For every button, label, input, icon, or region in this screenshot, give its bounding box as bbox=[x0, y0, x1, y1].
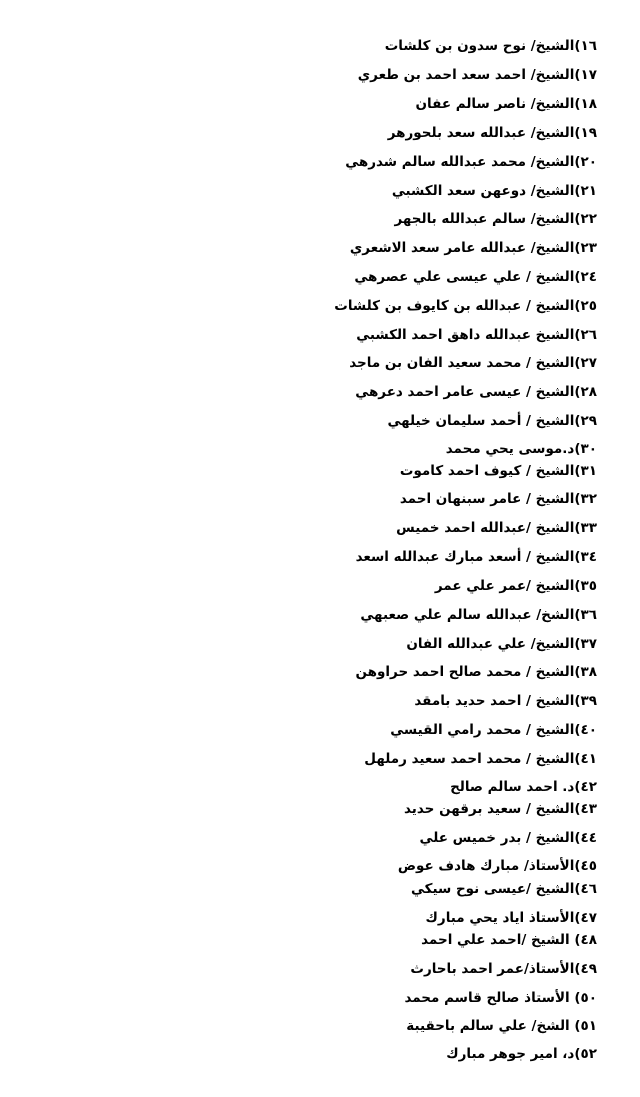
list-item: ٤٤)الشيخ / بدر خميس علي bbox=[419, 830, 597, 846]
list-item: ٣٢)الشيخ / عامر سبنهان احمد bbox=[399, 491, 597, 507]
list-item: ٤٠)الشيخ / محمد رامي القيسي bbox=[390, 722, 597, 738]
list-item: ١٧)الشيخ/ احمد سعد احمد بن طعري bbox=[357, 67, 597, 83]
list-item: ٣٨)الشيخ / محمد صالح احمد حراوهن bbox=[355, 664, 597, 680]
list-item: ٢٧)الشيخ / محمد سعيد الفان بن ماجد bbox=[349, 355, 597, 371]
list-item: ٤٩)الأستاذ/عمر احمد باحارث bbox=[410, 961, 597, 977]
list-item: ٣١)الشيخ / كيوف احمد كاموت bbox=[399, 463, 597, 479]
list-item: ٤٢)د. احمد سالم صالح bbox=[450, 779, 597, 795]
list-item: ٣٤)الشيخ / أسعد مبارك عبدالله اسعد bbox=[355, 549, 597, 565]
list-item: ٤٣)الشيخ / سعيد برقهن حديد bbox=[403, 801, 597, 817]
list-item: ١٨)الشيخ/ ناصر سالم عفان bbox=[415, 96, 597, 112]
list-item: ٤٨) الشيخ /احمد علي احمد bbox=[421, 932, 597, 948]
list-item: ٤٧)الأستاذ اياد يحي مبارك bbox=[425, 910, 597, 926]
list-item: ٢١)الشيخ/ دوعهن سعد الكشبي bbox=[391, 183, 597, 199]
list-item: ١٦)الشيخ/ نوح سدون بن كلشات bbox=[384, 38, 597, 54]
list-item: ٥١) الشخ/ علي سالم باحقيبة bbox=[406, 1018, 597, 1034]
list-item: ١٩)الشيخ/ عبدالله سعد بلحورهر bbox=[387, 125, 597, 141]
list-item: ٣٣)الشيخ /عبدالله احمد خميس bbox=[396, 520, 597, 536]
list-item: ٥٠) الأستاذ صالح قاسم محمد bbox=[404, 990, 597, 1006]
list-item: ٤١)الشيخ / محمد احمد سعيد رملهل bbox=[364, 751, 597, 767]
list-item: ٢٦)الشيخ عبدالله داهق احمد الكشبي bbox=[356, 327, 597, 343]
list-item: ٢٥)الشيخ / عبدالله بن كايوف بن كلشات bbox=[334, 298, 597, 314]
list-item: ٣٥)الشيخ /عمر علي عمر bbox=[434, 578, 597, 594]
list-item: ٢٩)الشيخ / أحمد سليمان خيلهي bbox=[387, 413, 597, 429]
list-item: ٥٢)د، امير جوهر مبارك bbox=[446, 1046, 597, 1062]
list-item: ٢٣)الشيخ/ عبدالله عامر سعد الاشعري bbox=[349, 240, 597, 256]
list-item: ٢٠)الشيخ/ محمد عبدالله سالم شدرهي bbox=[345, 154, 597, 170]
list-item: ٣٠)د.موسى يحي محمد bbox=[445, 441, 597, 457]
list-item: ٢٨)الشيخ / عيسى عامر احمد دعرهي bbox=[355, 384, 597, 400]
list-item: ٣٧)الشيخ/ علي عبدالله الفان bbox=[406, 636, 597, 652]
list-item: ٢٢)الشيخ/ سالم عبدالله بالجهر bbox=[394, 211, 597, 227]
list-item: ٤٥)الأستاذ/ مبارك هادف عوض bbox=[397, 858, 597, 874]
list-item: ٢٤)الشيخ / علي عيسى علي عصرهي bbox=[354, 269, 597, 285]
list-item: ٤٦)الشيخ /عيسى نوح سيكي bbox=[410, 881, 597, 897]
list-item: ٣٩)الشيخ / احمد حديد بامقد bbox=[414, 693, 597, 709]
list-item: ٣٦)الشخ/ عبدالله سالم علي صعبهي bbox=[360, 607, 597, 623]
